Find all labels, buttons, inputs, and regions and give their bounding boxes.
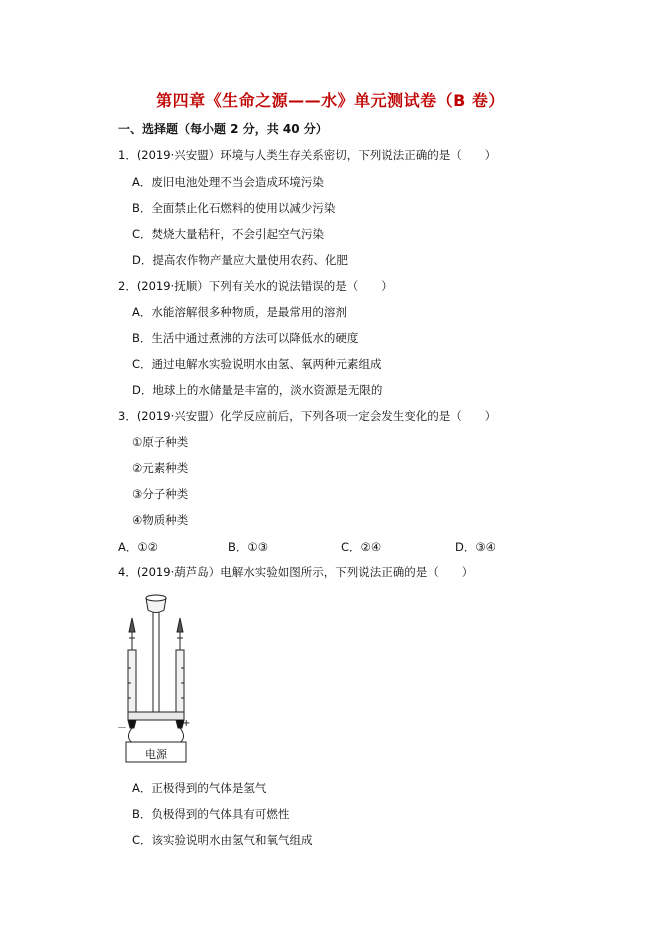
question-3-stem: 3．(2019·兴安盟）化学反应前后，下列各项一定会发生变化的是（ ） (118, 409, 497, 423)
question-3-item-3: ③分子种类 (132, 487, 189, 501)
question-2-option-c[interactable]: C．通过电解水实验说明水由氢、氧两种元素组成 (132, 357, 382, 371)
question-1-stem: 1．(2019·兴安盟）环境与人类生存关系密切，下列说法正确的是（ ） (118, 148, 497, 162)
question-3-item-4: ④物质种类 (132, 513, 189, 527)
negative-electrode-sign: － (117, 723, 127, 734)
question-3-option-a[interactable]: A．①② (118, 540, 158, 554)
question-3-option-d[interactable]: D．③④ (455, 540, 496, 554)
question-1-option-a[interactable]: A．废旧电池处理不当会造成环境污染 (132, 175, 324, 189)
power-supply-label: 电源 (145, 748, 167, 761)
question-1-option-c[interactable]: C．焚烧大量秸秆，不会引起空气污染 (132, 227, 325, 241)
question-3-option-c[interactable]: C．②④ (341, 540, 382, 554)
question-2-option-d[interactable]: D．地球上的水储量是丰富的，淡水资源是无限的 (132, 383, 383, 397)
question-4-option-a[interactable]: A．正极得到的气体是氢气 (132, 781, 267, 795)
question-1-option-d[interactable]: D．提高农作物产量应大量使用农药、化肥 (132, 253, 348, 267)
question-3-option-b[interactable]: B．①③ (228, 540, 269, 554)
question-2-option-a[interactable]: A．水能溶解很多种物质，是最常用的溶剂 (132, 305, 347, 319)
question-3-item-2: ②元素种类 (132, 461, 189, 475)
section-heading: 一、选择题（每小题 2 分，共 40 分） (118, 122, 328, 136)
page-title: 第四章《生命之源——水》单元测试卷（B 卷） (156, 91, 505, 110)
question-3-item-1: ①原子种类 (132, 435, 189, 449)
question-2-stem: 2．(2019·抚顺）下列有关水的说法错误的是（ ） (118, 279, 393, 293)
electrolysis-apparatus-figure (112, 588, 202, 768)
question-4-option-c[interactable]: C．该实验说明水由氢气和氧气组成 (132, 833, 313, 847)
question-1-option-b[interactable]: B．全面禁止化石燃料的使用以减少污染 (132, 201, 336, 215)
question-4-stem: 4．(2019·葫芦岛）电解水实验如图所示，下列说法正确的是（ ） (118, 565, 474, 579)
question-4-option-b[interactable]: B．负极得到的气体具有可燃性 (132, 807, 290, 821)
question-2-option-b[interactable]: B．生活中通过煮沸的方法可以降低水的硬度 (132, 331, 359, 345)
positive-electrode-sign: + (182, 718, 191, 729)
